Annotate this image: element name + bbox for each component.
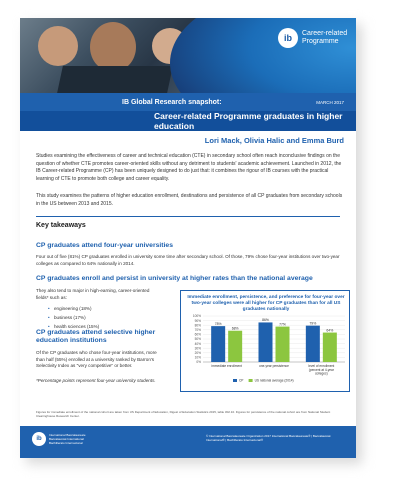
y-tick-label: 40%: [194, 341, 201, 346]
data-label: 78%: [214, 321, 222, 326]
header-banner: [20, 18, 356, 93]
y-tick-label: 0%: [196, 360, 201, 365]
select-text: Of the CP graduates who chose four-year institutions, more than half (55%) enrolled at a university ranked by Barron's Selectivity Index as "very competitive" or better.: [36, 350, 157, 369]
footer-band: [20, 426, 356, 458]
snapshot-band: [20, 93, 356, 111]
data-label: 77%: [279, 322, 286, 327]
list-item: • business (17%): [48, 313, 99, 322]
data-label: 79%: [309, 321, 317, 326]
study-paragraph: This study examines the patterns of higher education enrollment, destinations and persistence of all CP graduates from secondary schools in the US between 2013 and 2015.: [36, 193, 343, 207]
legend-swatch: [233, 379, 237, 382]
x-tick-label: immediate enrollment: [211, 364, 242, 368]
bar-us-national-average-2014-: [323, 333, 337, 362]
badge-label: Career-related Programme: [302, 30, 348, 45]
list-item: • engineering (18%): [48, 304, 99, 313]
document-page: [20, 18, 356, 458]
fields-list: [48, 304, 99, 331]
y-tick-label: 80%: [194, 323, 201, 328]
cp-badge: [278, 28, 356, 48]
data-label: 64%: [326, 328, 334, 333]
y-tick-label: 30%: [194, 346, 201, 351]
key-takeaways-heading: Key takeaways: [36, 222, 86, 229]
percentage-note: *Percentage points represent four-year university students.: [36, 378, 156, 383]
data-label: 68%: [231, 326, 239, 331]
ib-footer-logo: [32, 432, 97, 446]
chart-plot: [181, 313, 351, 391]
enroll-text: They also tend to major in high-earning, career-oriented fields* such as:: [36, 288, 150, 300]
legend-swatch: [249, 379, 253, 382]
y-tick-label: 100%: [192, 314, 201, 319]
select-heading: CP graduates attend selective higher education institutions: [36, 329, 156, 344]
x-tick-label: colleges): [314, 371, 328, 376]
footnote: Figures for immediate enrollment of the national cohort are taken from US Department of Education, Digest of Education Statistics 2015, table 302.10. Figures for persistence of the national cohort are from National Student Clearinghouse Research Center.: [36, 410, 331, 418]
snapshot-label: IB Global Research snapshot:: [122, 98, 222, 106]
document-title: Career-related Programme graduates in higher education: [154, 111, 343, 131]
y-tick-label: 50%: [194, 337, 201, 342]
ib-logo-icon: ib: [278, 28, 298, 48]
attend-text: Four out of five (81%) CP graduates enrolled in university some time after secondary school. Of those, 79% chose four-year institutions over two-year colleges as compared to 64% nationally in 2014.: [36, 254, 340, 266]
y-tick-label: 10%: [194, 355, 201, 360]
legend-label: US national average (2014): [254, 378, 294, 383]
y-tick-label: 70%: [194, 328, 201, 332]
ib-logo-text: International Baccalaureate Baccalauréat International Bachillerato Internacional: [49, 433, 86, 445]
intro-paragraph: Studies examining the effectiveness of career and technical education (CTE) in secondary school often reach inconclusive findings on the question of whether CTE promotes career-oriented skills without any detriment to students' academic achievement. Launched in 2012, the IB Career-related Programme (CP) has been uniquely designed to do just that: it combines the rigour of IB courses with the practical learning of CTE to promote both college and career equality.: [36, 153, 342, 182]
title-band: [20, 111, 356, 131]
chart-title: Immediate enrollment, persistence, and preference for four-year over two-year colleges were all higher for CP graduates than for all US graduates nationally: [187, 295, 345, 313]
x-tick-label: level of enrollment: [308, 364, 335, 368]
y-tick-label: 60%: [194, 332, 201, 337]
copyright: © International Baccalaureate Organization 2017 International Baccalaureate® | Baccalauréat International® | Bachillerato Internacional®: [206, 434, 331, 443]
laptop-shape: [57, 66, 173, 93]
bar-us-national-average-2014-: [276, 327, 290, 362]
enrollment-chart: [180, 290, 350, 392]
student-figure: [90, 22, 136, 72]
enroll-heading: CP graduates enroll and persist in university at higher rates than the national average: [36, 275, 313, 282]
legend-label: CP: [239, 378, 244, 383]
publication-date: MARCH 2017: [316, 99, 344, 105]
data-label: 86%: [262, 318, 269, 323]
x-tick-label: one-year persistence: [259, 364, 289, 368]
attend-heading: CP graduates attend four-year universities: [36, 242, 173, 249]
list-item: • health sciences (15%): [48, 322, 99, 331]
section-divider: [36, 216, 340, 217]
bar-cp: [259, 322, 273, 362]
authors: Lori Mack, Olivia Halic and Emma Burd: [204, 136, 344, 145]
y-tick-label: 90%: [194, 318, 201, 323]
x-tick-label: (percent at 4-year: [308, 367, 334, 372]
bar-cp: [211, 326, 225, 362]
y-tick-label: 20%: [194, 351, 201, 355]
student-figure: [38, 26, 78, 66]
ib-logo-icon: ib: [32, 432, 46, 446]
bar-us-national-average-2014-: [228, 331, 242, 362]
bar-cp: [306, 326, 320, 362]
